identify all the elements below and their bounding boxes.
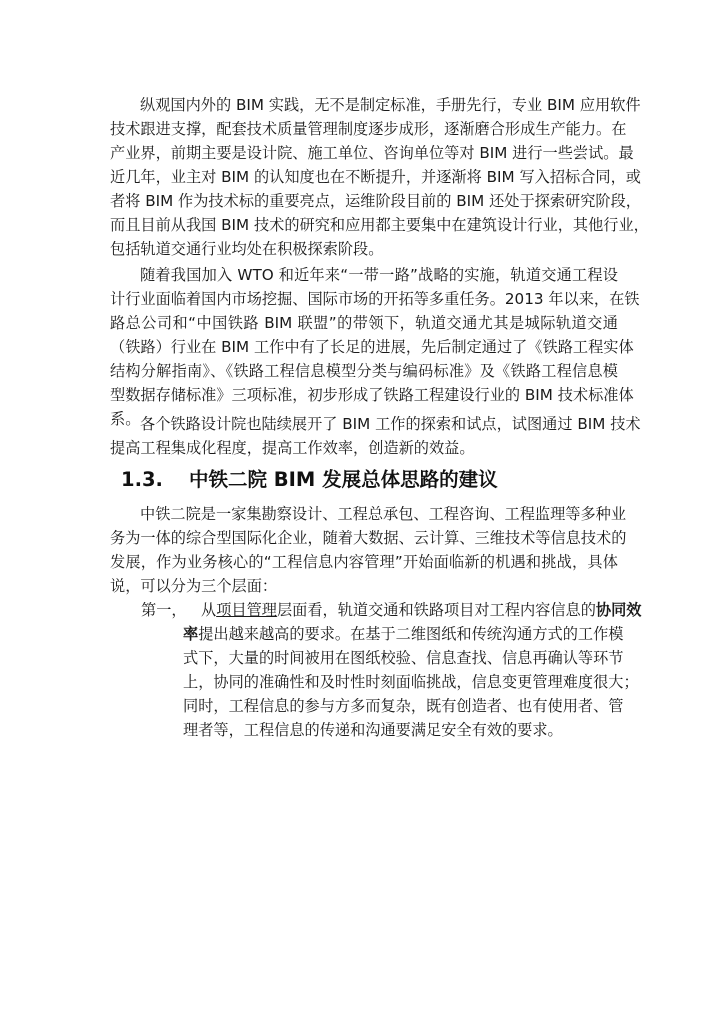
bold-term: 率 xyxy=(183,625,199,643)
text-line: 提高工程集成化程度，提高工作效率，创造新的效益。 xyxy=(110,439,475,457)
text-line: 路总公司和“中国铁路 BIM 联盟”的带领下，轨道交通尤其是城际轨道交通 xyxy=(110,314,618,332)
text-line: 近几年，业主对 BIM 的认知度也在不断提升，并逐渐将 BIM 写入招标合同，或 xyxy=(110,168,641,186)
bold-term: 协同效 xyxy=(595,601,642,619)
text-line: （铁路）行业在 BIM 工作中有了长足的进展，先后制定通过了《铁路工程实体 xyxy=(110,338,634,356)
text-line: 随着我国加入 WTO 和近年来“一带一路”战略的实施，轨道交通工程设 xyxy=(140,266,618,284)
text-line: 中铁二院是一家集勘察设计、工程总承包、工程咨询、工程监理等多种业 xyxy=(140,505,626,523)
text-line: 式下，大量的时间被用在图纸校验、信息查找、信息再确认等环节 xyxy=(183,649,624,667)
text-line: 说，可以分为三个层面： xyxy=(110,577,278,595)
text-span: 从 xyxy=(201,601,217,619)
text-line: 务为一体的综合型国际化企业，随着大数据、云计算、三维技术等信息技术的 xyxy=(110,529,627,547)
text-line: 纵观国内外的 BIM 实践，无不是制定标准，手册先行，专业 BIM 应用软件 xyxy=(140,96,641,114)
text-line: 而且目前从我国 BIM 技术的研究和应用都主要集中在建筑设计行业，其他行业， xyxy=(110,216,649,234)
text-line xyxy=(183,622,624,646)
list-marker: 第一， xyxy=(141,601,187,619)
text-line: 型数据存储标准》三项标准，初步形成了铁路工程建设行业的 BIM 技术标准体 xyxy=(110,386,634,404)
text-line: 上，协同的准确性和及时性时刻面临挑战，信息变更管理难度很大； xyxy=(183,673,639,691)
section-number: 1.3. xyxy=(121,468,163,491)
text-line xyxy=(201,598,642,622)
text-line: 包括轨道交通行业均处在积极探索阶段。 xyxy=(110,240,384,258)
text-span: 层面看，轨道交通和铁路项目对工程内容信息的 xyxy=(276,601,596,619)
text-line: 计行业面临着国内市场挖掘、国际市场的开拓等多重任务。2013 年以来，在铁 xyxy=(110,290,640,308)
text-span: 提出越来越高的要求。在基于二维图纸和传统沟通方式的工作模 xyxy=(198,625,624,643)
text-line: 同时，工程信息的参与方多而复杂，既有创造者、也有使用者、管 xyxy=(183,697,624,715)
text-line: 各个铁路设计院也陆续展开了 BIM 工作的探索和试点，试图通过 BIM 技术 xyxy=(140,415,641,433)
text-line: 系。 xyxy=(110,410,141,428)
text-line: 产业界，前期主要是设计院、施工单位、咨询单位等对 BIM 进行一些尝试。最 xyxy=(110,144,634,162)
text-line: 发展，作为业务核心的“工程信息内容管理”开始面临新的机遇和挑战，具体 xyxy=(110,553,618,571)
text-line: 结构分解指南》、《铁路工程信息模型分类与编码标准》及《铁路工程信息模 xyxy=(110,362,618,380)
underlined-term: 项目管理 xyxy=(216,601,277,619)
section-heading xyxy=(121,465,498,495)
section-title: 中铁二院 BIM 发展总体思路的建议 xyxy=(189,468,498,491)
text-line: 理者等，工程信息的传递和沟通要满足安全有效的要求。 xyxy=(183,721,563,739)
text-line: 技术跟进支撑，配套技术质量管理制度逐步成形，逐渐磨合形成生产能力。在 xyxy=(110,120,627,138)
text-line: 者将 BIM 作为技术标的重要亮点，运维阶段目前的 BIM 还处于探索研究阶段， xyxy=(110,192,641,210)
